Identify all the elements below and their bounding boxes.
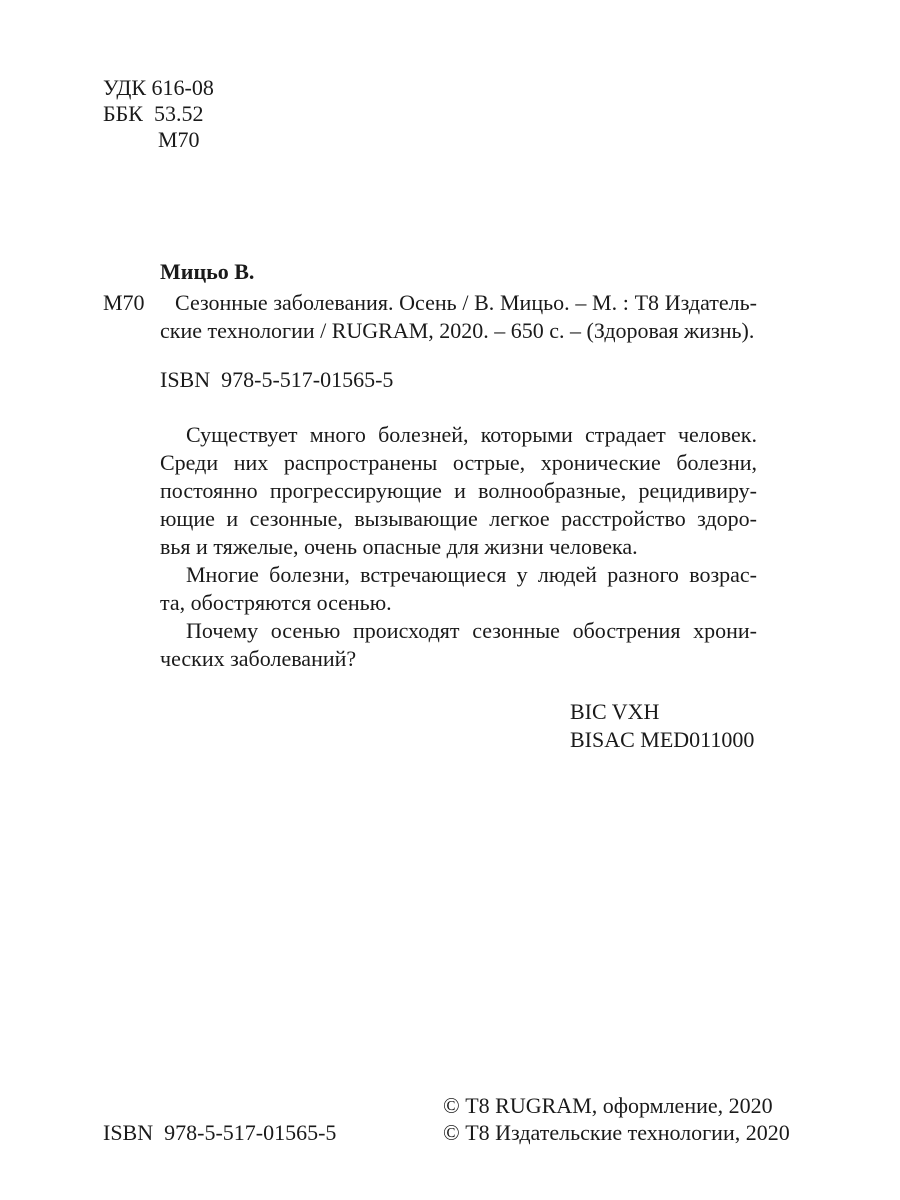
record-title-line-2: ские технологии / RUGRAM, 2020. – 650 с. – (Здоровая жизнь). [160, 318, 755, 343]
author-heading: Мицьо В. [160, 259, 255, 284]
annotation-p2-line-1: Многие болезни, встречающиеся у людей разного возрас- [186, 562, 757, 587]
annotation-p1-line-3: постоянно прогрессирующие и волнообразные, рецидивиру- [160, 478, 757, 503]
annotation-p3-line-2: ческих заболеваний? [160, 646, 357, 671]
bic-code: BIC VXH [570, 699, 660, 724]
copyright-publisher: © Т8 Издательские технологии, 2020 [443, 1120, 790, 1145]
record-author-mark: М70 [103, 290, 145, 315]
bisac-code: BISAC MED011000 [570, 727, 755, 752]
copyright-design: © Т8 RUGRAM, оформление, 2020 [443, 1093, 773, 1118]
annotation-p1-line-1: Существует много болезней, которыми страдает человек. [186, 422, 757, 447]
author-mark: М70 [158, 127, 200, 152]
annotation-p1-line-2: Среди них распространены острые, хронические болезни, [160, 450, 757, 475]
annotation-p1-line-4: ющие и сезонные, вызывающие легкое расстройство здоро- [160, 506, 757, 531]
annotation-p3-line-1: Почему осенью происходят сезонные обострения хрони- [186, 618, 757, 643]
footer-isbn: ISBN 978-5-517-01565-5 [103, 1120, 337, 1145]
bbk-code: ББК 53.52 [103, 101, 204, 126]
record-title-line-1: Сезонные заболевания. Осень / В. Мицьо. – М. : Т8 Издатель- [175, 290, 757, 315]
annotation-p1-line-5: вья и тяжелые, очень опасные для жизни человека. [160, 534, 638, 559]
record-isbn: ISBN 978-5-517-01565-5 [160, 367, 394, 392]
annotation-p2-line-2: та, обостряются осенью. [160, 590, 392, 615]
udk-code: УДК 616-08 [103, 75, 214, 100]
